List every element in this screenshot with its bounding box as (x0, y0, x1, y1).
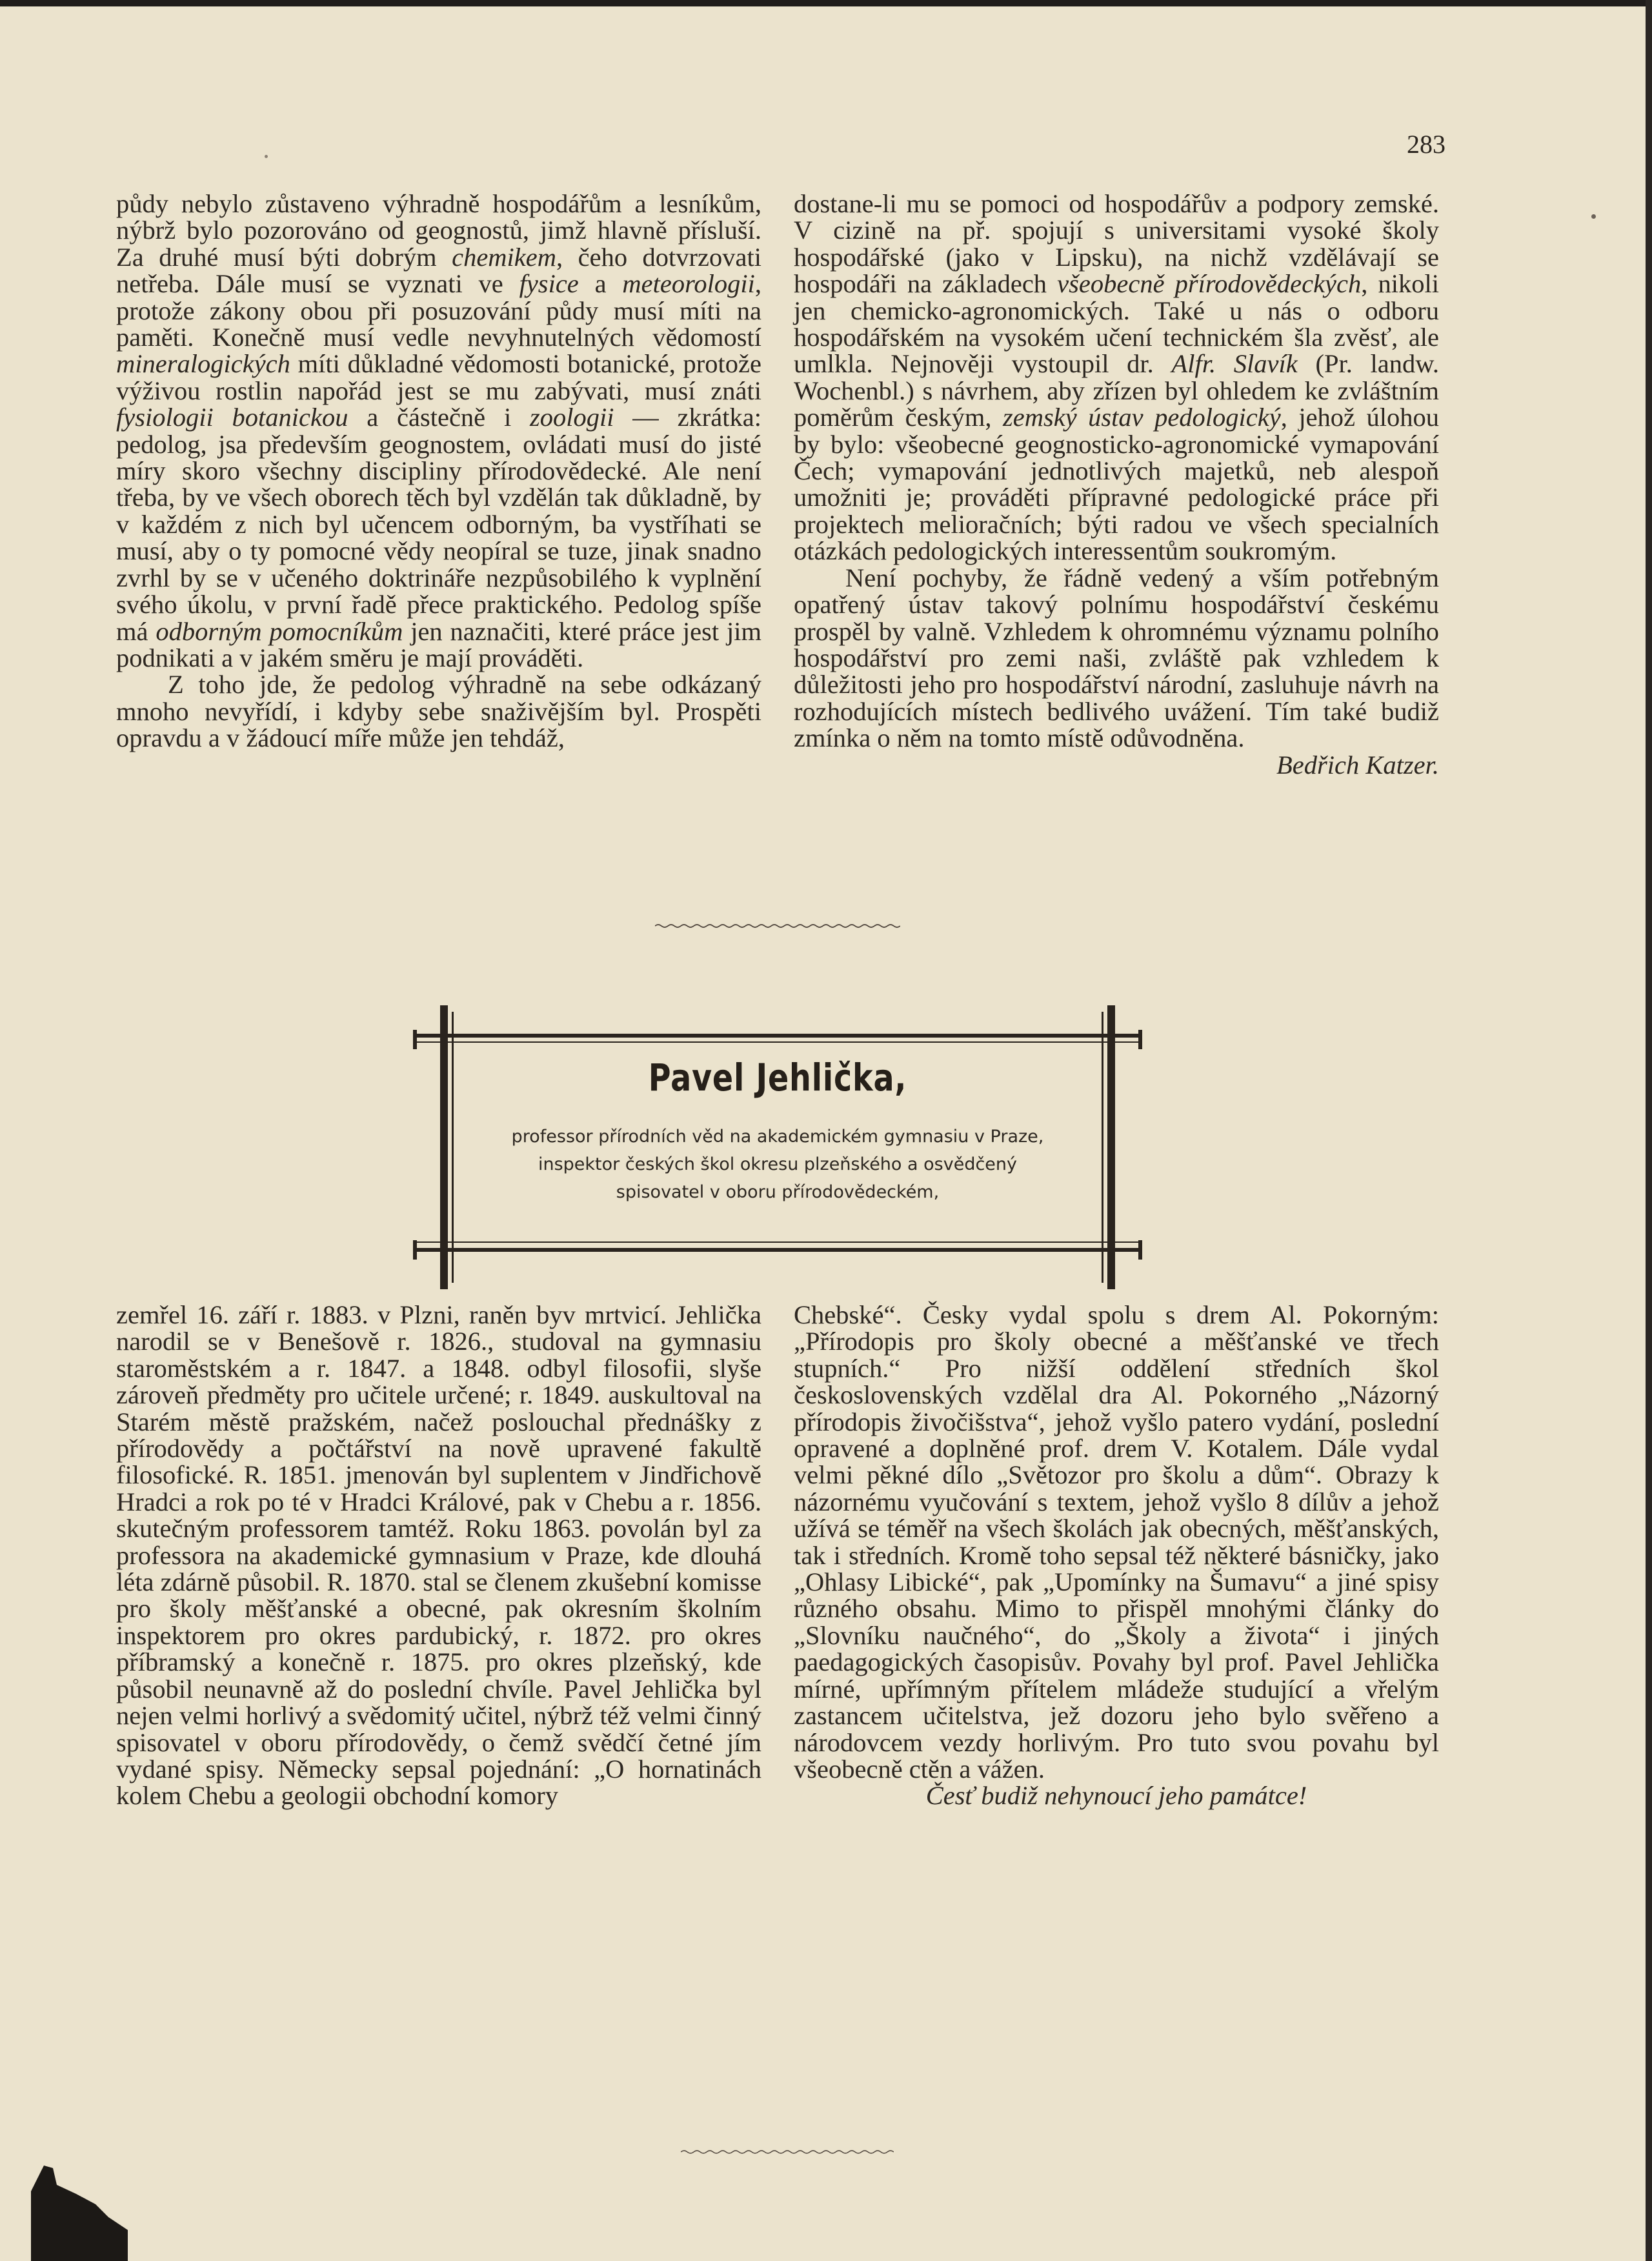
frame-rule-top-thin (413, 1041, 1142, 1043)
paragraph: Chebské“. Česky vydal spolu s drem Al. Pokorným: „Přírodopis pro školy obecné a měšťanské ve třech stupních.“ Pro nižší oddělení středních škol československých vzdělal dra Al. Pokorného „Názorný přírodopis živočišstva“, jehož vyšlo patero vydání, poslední opravené a doplněné prof. drem V. Kotalem. Dále vydal velmi pěkné dílo „Světozor pro školu a dům“. Obrazy k názornému vyučování s textem, jehož vyšlo 8 dílův a jehož užívá se téměř na všech školách jak obecných, měšťanských, tak i středních. Kromě toho sepsal též některé básničky, jako „Ohlasy Libické“, pak „Upomínky na Šumavu“ a jiné spisy různého obsahu. Mimo to přispěl mnohými články do „Slovníku naučného“, do „Školy a života“ i jiných paedagogických časopisův. Povahy byl prof. Pavel Jehlička mírné, upřímným přítelem mládeže studující a vřelým zastancem učitelstva, jež dozoru jeho bylo svěřeno a národovcem vezdy horlivým. Pro tuto svou povahu byl všeobecně ctěn a vážen. (794, 1300, 1439, 1784)
frame-right-tick (1138, 1030, 1142, 1049)
deceased-name: Pavel Jehlička, (648, 1056, 907, 1100)
paragraph: Z toho jde, že pedolog výhradně na sebe odkázaný mnoho nevyřídí, i kdyby sebe snaživějším byl. Prospěti opravdu a v žádoucí míře může jen tehdáž, (116, 670, 761, 753)
ink-speck (265, 155, 268, 158)
obituary-notice (413, 1005, 1142, 1289)
author-signature: Bedřich Katzer. (1276, 750, 1439, 779)
journal-page (0, 6, 1647, 2261)
frame-rule-bottom-thin (413, 1241, 1142, 1243)
section-divider (681, 2149, 894, 2155)
upper-left-column (116, 190, 761, 752)
upper-right-column (794, 190, 1439, 778)
binding-mark (31, 2166, 128, 2261)
frame-left-bar (440, 1005, 448, 1289)
frame-right-bar (1107, 1005, 1115, 1289)
frame-left-tick (413, 1240, 417, 1260)
frame-rule-bottom (413, 1248, 1142, 1252)
page-number: 283 (1407, 130, 1446, 159)
deceased-titles (452, 1123, 1103, 1206)
scan-edge (1646, 0, 1652, 2261)
title-line: inspektor českých škol okresu plzeňského a osvědčený (538, 1154, 1018, 1174)
memorial-motto: Česť budiž nehynoucí jeho památce! (925, 1781, 1307, 1811)
ink-speck (1591, 214, 1596, 219)
lower-right-column (794, 1301, 1439, 1809)
frame-rule-top (413, 1034, 1142, 1038)
paragraph: zemřel 16. září r. 1883. v Plzni, raněn byv mrtvicí. Jehlička narodil se v Benešově r. 1826., studoval na gymnasiu staroměstském a r. 1847. a 1848. odbyl filosofii, slyše zároveň předměty pro učitele určené; r. 1849. auskultoval na Starém městě pražském, načež poslouchal přednášky z přírodovědy a počtářství na nově upravené fakultě filosofické. R. 1851. jmenován byl suplentem v Jindřichově Hradci a rok po té v Hradci Králové, pak v Chebu a r. 1856. skutečným professorem tamtéž. Roku 1863. povolán byl za professora na akademické gymnasium v Praze, kde dlouhá léta zdárně působil. R. 1870. stal se členem zkušební komisse pro školy měšťanské a obecné, pak okresním školním inspektorem pro okres pardubický, r. 1872. pro okres příbramský a konečně r. 1875. pro okres plzeňský, kde působil neunavně až do poslední chvíle. Pavel Jehlička byl nejen velmi horlivý a svědomitý učitel, nýbrž též velmi činný spisovatel v oboru přírodovědy, o čemž svědčí četné jím vydané spisy. Německy sepsal pojednání: „O hornatinách kolem Chebu a geologii obchodní komory (116, 1300, 761, 1811)
paragraph: dostane-li mu se pomoci od hospodářův a podpory zemské. V cizině na př. spojují s universitami vysoké školy hospodářské (jako v Lipsku), na nichž vzdělávají se hospodáři na základech všeobecně přírodovědeckých, nikoli jen chemicko-agronomických. Také u nás o odboru hospodářském na vysokém učení technickém šla zvěsť, ale umlkla. Nejnověji vystoupil dr. Alfr. Slavík (Pr. landw. Wochenbl.) s návrhem, aby zřízen byl ohledem ke zvláštním poměrům českým, zemský ústav pedologický, jehož úlohou by bylo: všeobecné geognosticko-agronomické vymapování Čech; vymapování jednotlivých majetků, neb alespoň umožniti je; prováděti přípravné pedologické práce při projektech melioračních; býti radou ve všech specialních otázkách pedologických interessentům soukromým. (794, 189, 1440, 566)
paragraph: Není pochyby, že řádně vedený a vším potřebným opatřený ústav takový polnímu hospodářství českému prospěl by valně. Vzhledem k ohromnému významu polního hospodářství pro zemi naši, zvláště pak vzhledem k důležitosti jeho pro hospodářství národní, zasluhuje návrh na rozhodujících místech bedlivého uvážení. Tím také budiž zmínka o něm na tomto místě odůvodněna. Bedřich Katzer. (794, 563, 1439, 779)
paragraph: půdy nebylo zůstaveno výhradně hospodářům a lesníkům, nýbrž bylo pozorováno od geognostů, jimž hlavně přísluší. Za druhé musí býti dobrým chemikem, čeho dotvrzovati netřeba. Dále musí se vyznati ve fysice a meteorologii, protože zákony obou při posuzování půdy musí míti na paměti. Konečně musí vedle nevyhnutelných vědomostí mineralogických míti důkladné vědomosti botanické, protože výživou rostlin napořád jest se mu zabývati, musí znáti fysiologii botanickou a částečně i zoologii — zkrátka: pedolog, jsa především geognostem, ovládati musí do jisté míry skoro všechny discipliny přírodovědecké. Ale není třeba, by ve všech oborech těch byl vzdělán tak důkladně, by v každém z nich byl učencem odborným, ba vystříhati se musí, aby o ty pomocné vědy neopíral se tuze, jinak snadno zvrhl by se v učeného doktrináře nezpůsobilého k vyplnění svého úkolu, v první řadě přece praktického. Pedolog spíše má odborným pomocníkům jen naznačiti, které práce jest jim podnikati a v jakém směru je mají prováděti. (116, 189, 762, 672)
lower-left-column (116, 1301, 761, 1809)
frame-right-tick (1138, 1240, 1142, 1260)
frame-left-tick (413, 1030, 417, 1049)
title-line: spisovatel v oboru přírodovědeckém, (616, 1182, 940, 1202)
title-line: professor přírodních věd na akademickém gymnasiu v Praze, (511, 1127, 1044, 1147)
section-divider (655, 923, 900, 929)
